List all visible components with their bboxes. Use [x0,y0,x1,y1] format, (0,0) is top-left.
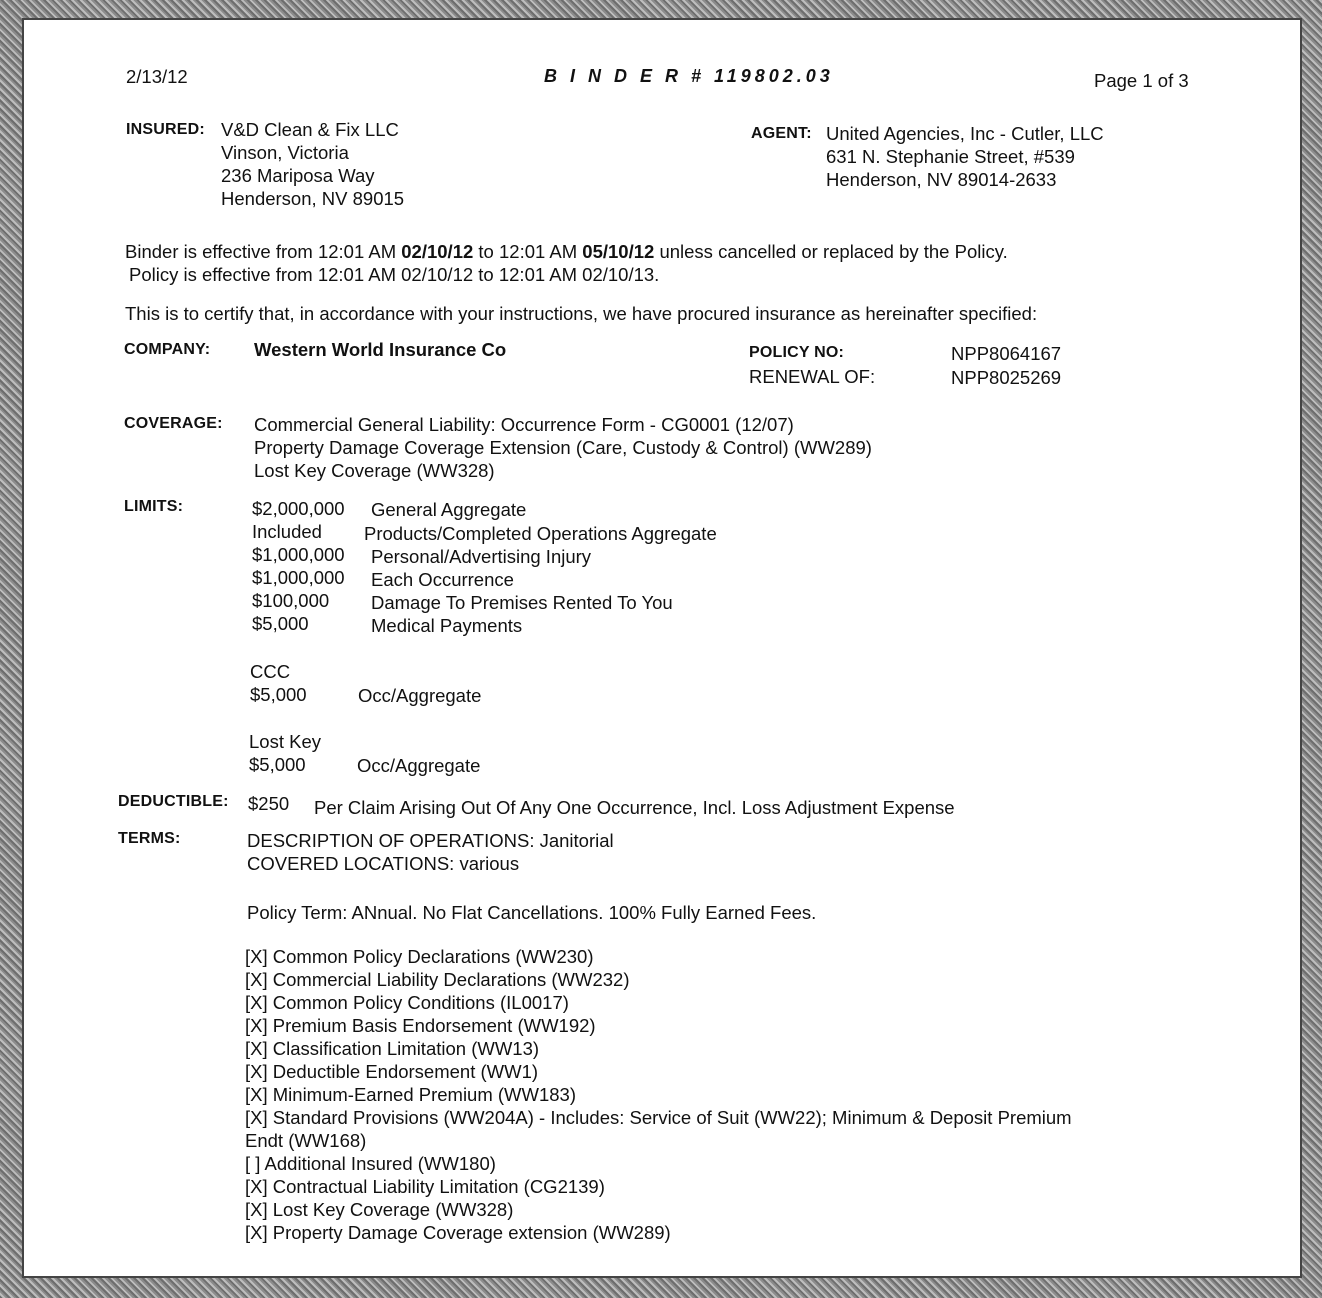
certify-statement: This is to certify that, in accordance with your instructions, we have procured insurance as hereinafter specified: [125,303,1038,324]
form-item: [X] Commercial Liability Declarations (WW232) [245,969,630,990]
deductible-amount: $250 [248,793,290,814]
deductible-label: DEDUCTIBLE: [118,793,229,810]
document-date: 2/13/12 [126,66,188,87]
page-number: Page 1 of 3 [1094,70,1189,91]
limit-desc-1: Products/Completed Operations Aggregate [364,523,717,544]
form-item: [X] Common Policy Declarations (WW230) [245,946,594,967]
insured-street: 236 Mariposa Way [221,165,375,186]
lostkey-amount: $5,000 [249,754,306,775]
renewal-label: RENEWAL OF: [749,366,876,387]
ccc-title: CCC [250,661,291,682]
company-label: COMPANY: [124,341,211,358]
form-item: [ ] Additional Insured (WW180) [245,1153,496,1174]
operations-description: DESCRIPTION OF OPERATIONS: Janitorial [247,830,614,851]
coverage-item: Property Damage Coverage Extension (Care, Custody & Control) (WW289) [254,437,872,458]
policy-term: Policy Term: ANnual. No Flat Cancellations. 100% Fully Earned Fees. [247,902,817,923]
form-item: [X] Deductible Endorsement (WW1) [245,1061,539,1082]
insured-label: INSURED: [126,121,205,138]
insured-city: Henderson, NV 89015 [221,188,405,209]
binder-effective-pre: Binder is effective from 12:01 AM [125,241,402,262]
terms-label: TERMS: [118,830,181,847]
policy-no-label: POLICY NO: [749,344,845,361]
ccc-amount: $5,000 [250,684,307,705]
form-item: [X] Standard Provisions (WW204A) - Includes: Service of Suit (WW22); Minimum & Deposit Premium [245,1107,1072,1128]
form-item: [X] Minimum-Earned Premium (WW183) [245,1084,577,1105]
limit-amount: $5,000 [252,613,309,634]
limit-amount: $2,000,000 [252,498,345,519]
policy-no-value: NPP8064167 [951,343,1062,364]
form-item: [X] Contractual Liability Limitation (CG2139) [245,1176,605,1197]
limit-amount: Included [252,521,322,542]
limits-amounts [252,497,345,635]
limit-desc-0: General Aggregate [371,499,527,520]
form-item: Endt (WW168) [245,1130,367,1151]
renewal-value: NPP8025269 [951,367,1062,388]
form-item: [X] Common Policy Conditions (IL0017) [245,992,569,1013]
binder-effective-mid: to 12:01 AM [473,241,583,262]
agent-name: United Agencies, Inc - Cutler, LLC [826,123,1104,144]
binder-title: B I N D E R # 119802.03 [544,66,834,86]
limit-desc-4: Damage To Premises Rented To You [371,592,673,613]
insured-contact: Vinson, Victoria [221,142,349,163]
coverage-list [254,413,872,482]
binder-effective-from: 02/10/12 [401,241,474,262]
insured-name: V&D Clean & Fix LLC [221,119,399,140]
form-item: [X] Property Damage Coverage extension (WW289) [245,1222,671,1243]
limits-label: LIMITS: [124,498,184,515]
covered-locations: COVERED LOCATIONS: various [247,853,520,874]
forms-list [245,945,1072,1244]
policy-effective-line: Policy is effective from 12:01 AM 02/10/12 to 12:01 AM 02/10/13. [129,264,660,285]
binder-effective-to: 05/10/12 [582,241,655,262]
limit-desc-2: Personal/Advertising Injury [371,546,592,567]
deductible-desc: Per Claim Arising Out Of Any One Occurrence, Incl. Loss Adjustment Expense [314,797,955,818]
limit-desc-3: Each Occurrence [371,569,514,590]
limit-desc-5: Medical Payments [371,615,523,636]
agent-block [826,122,1104,191]
lostkey-desc: Occ/Aggregate [357,755,481,776]
insured-block [221,118,404,210]
lostkey-title: Lost Key [249,731,321,752]
binder-effective-post: unless cancelled or replaced by the Policy. [654,241,1008,262]
binder-effective-line [125,240,1008,263]
coverage-item: Lost Key Coverage (WW328) [254,460,495,481]
form-item: [X] Classification Limitation (WW13) [245,1038,540,1059]
limit-amount: $1,000,000 [252,567,345,588]
limit-amount: $100,000 [252,590,330,611]
limit-amount: $1,000,000 [252,544,345,565]
company-name: Western World Insurance Co [254,339,507,360]
coverage-item: Commercial General Liability: Occurrence Form - CG0001 (12/07) [254,414,794,435]
form-item: [X] Lost Key Coverage (WW328) [245,1199,514,1220]
agent-street: 631 N. Stephanie Street, #539 [826,146,1075,167]
agent-city: Henderson, NV 89014-2633 [826,169,1057,190]
coverage-label: COVERAGE: [124,415,223,432]
document-page [24,20,1300,1276]
form-item: [X] Premium Basis Endorsement (WW192) [245,1015,596,1036]
agent-label: AGENT: [751,125,812,142]
ccc-desc: Occ/Aggregate [358,685,482,706]
